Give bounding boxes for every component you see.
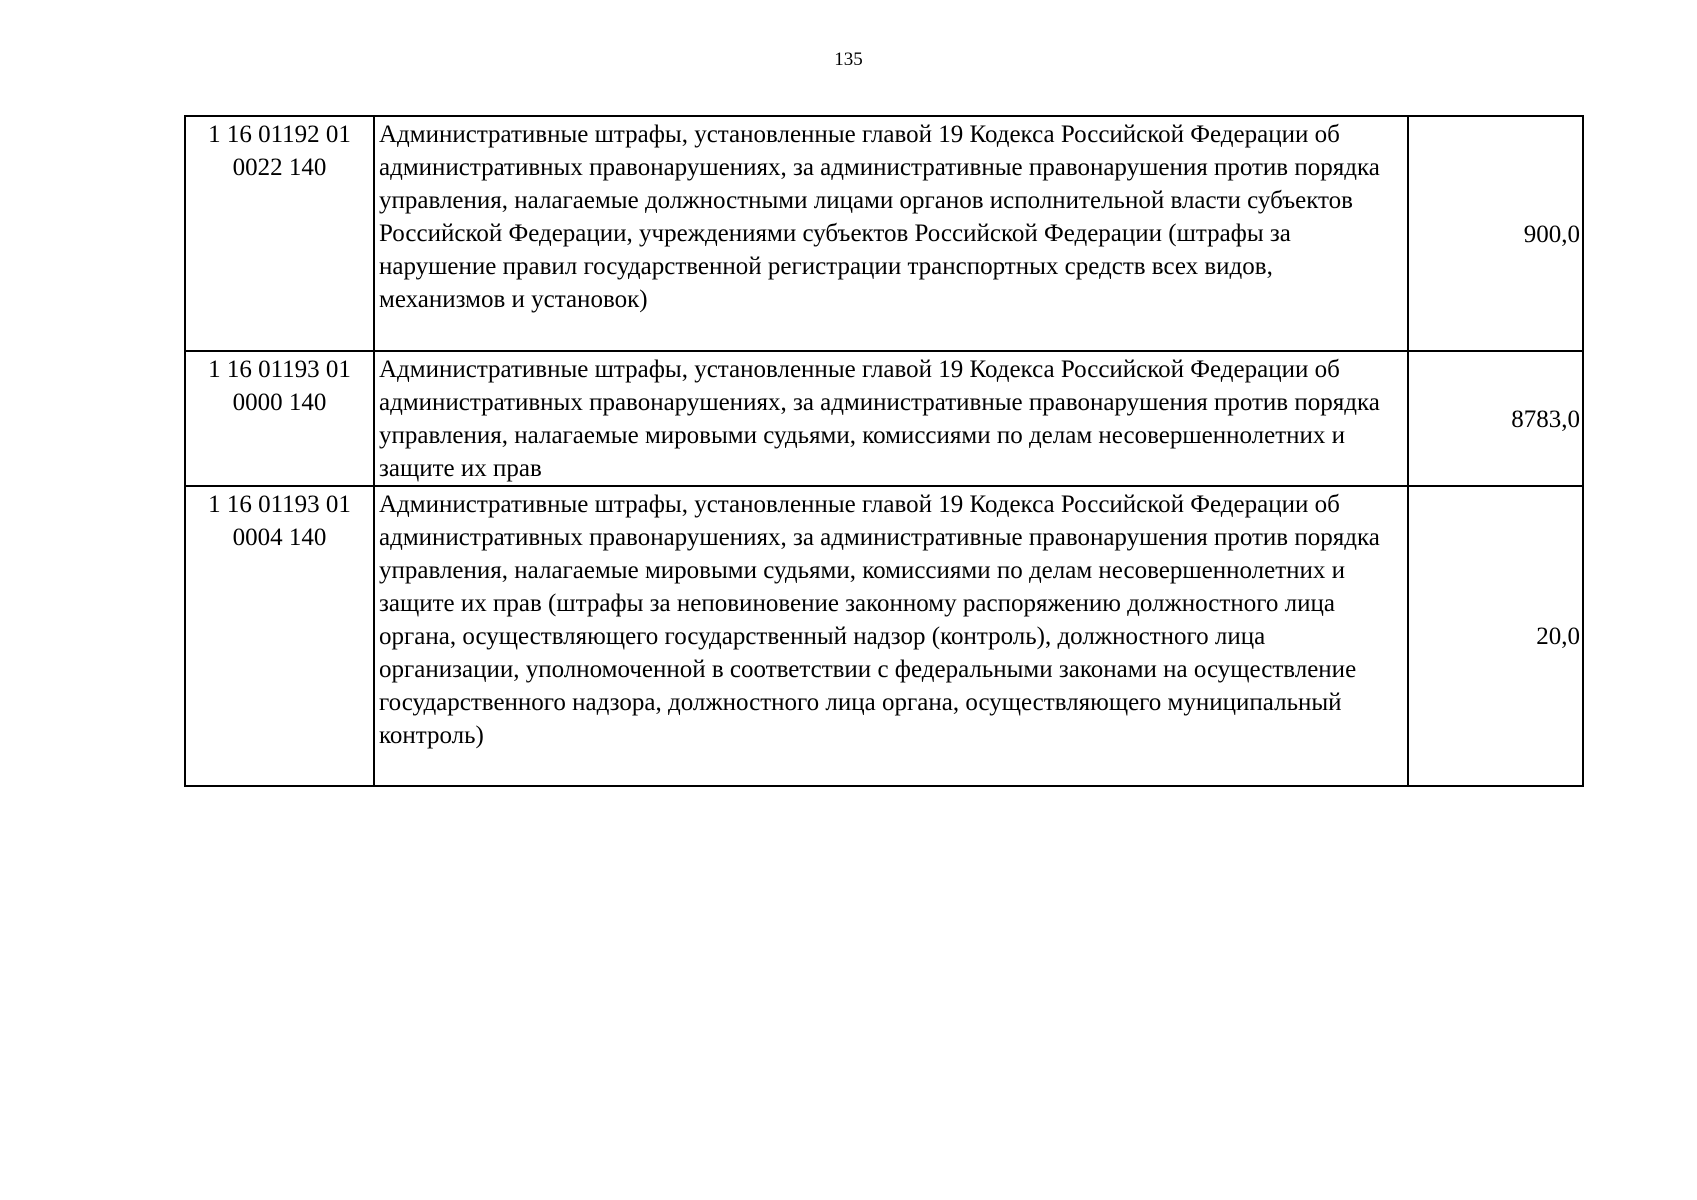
amount-cell: 900,0 bbox=[1408, 116, 1583, 351]
budget-code-cell: 1 16 01193 01 0004 140 bbox=[185, 486, 374, 786]
page-number: 135 bbox=[834, 49, 863, 70]
table-row bbox=[185, 351, 1583, 486]
description-cell: Административные штрафы, установленные главой 19 Кодекса Российской Федерации об административных правонарушениях, за административные правонарушения против порядка управления, налагаемые мировыми судьями, комиссиями по делам несовершеннолетних и защите их прав (штрафы за неповиновение законному распоряжению должностного лица органа, осуществляющего государственный надзор (контроль), должностного лица организации, уполномоченной в соответствии с федеральными законами на осуществление государственного надзора, должностного лица органа, осуществляющего муниципальный контроль) bbox=[374, 486, 1408, 786]
table-row bbox=[185, 116, 1583, 351]
description-cell: Административные штрафы, установленные главой 19 Кодекса Российской Федерации об административных правонарушениях, за административные правонарушения против порядка управления, налагаемые должностными лицами органов исполнительной власти субъектов Российской Федерации, учреждениями субъектов Российской Федерации (штрафы за нарушение правил государственной регистрации транспортных средств всех видов, механизмов и установок) bbox=[374, 116, 1408, 351]
budget-code-cell: 1 16 01193 01 0000 140 bbox=[185, 351, 374, 486]
amount-cell: 8783,0 bbox=[1408, 351, 1583, 486]
table-row bbox=[185, 486, 1583, 786]
description-cell: Административные штрафы, установленные главой 19 Кодекса Российской Федерации об административных правонарушениях, за административные правонарушения против порядка управления, налагаемые мировыми судьями, комиссиями по делам несовершеннолетних и защите их прав bbox=[374, 351, 1408, 486]
amount-cell: 20,0 bbox=[1408, 486, 1583, 786]
budget-revenue-table bbox=[184, 115, 1584, 787]
budget-code-cell: 1 16 01192 01 0022 140 bbox=[185, 116, 374, 351]
